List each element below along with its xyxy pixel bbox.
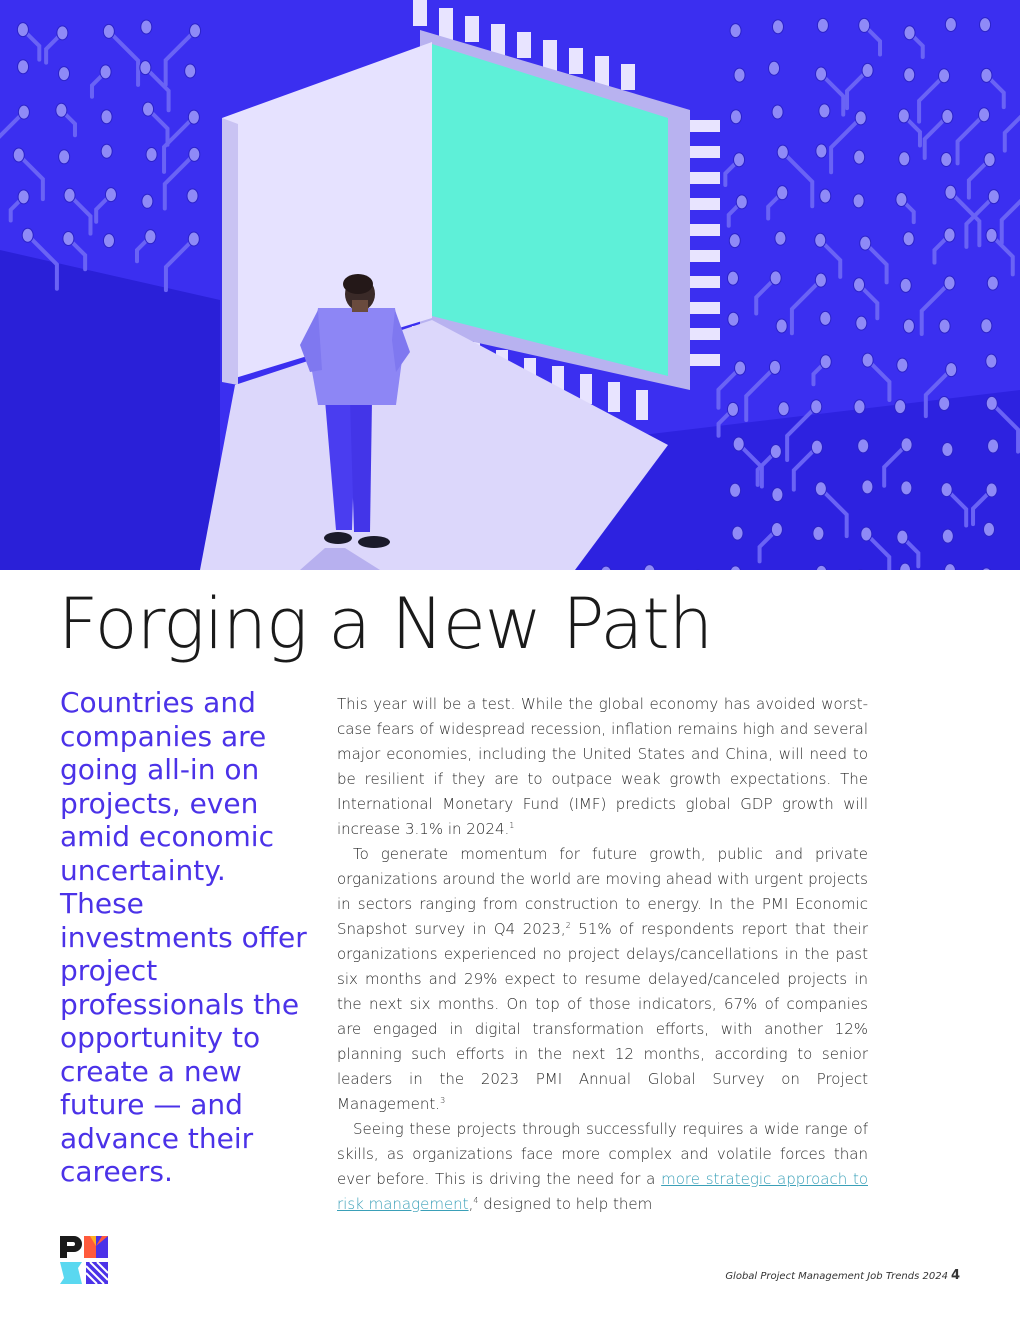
paragraph-3-text-a: Seeing these projects through successfully requires a wide range of skills, as organizations face more complex and volatile forces than ever before. This is driving the need for a [337, 1120, 868, 1188]
footnote-ref-3: 3 [440, 1096, 446, 1105]
paragraph-1-text: This year will be a test. While the global economy has avoided worst-case fears of widespread recession, inflation remains high and several major economies, including the United States and China, will need to be resilient if they are to outpace weak growth expectations. The International Monetary Fund (IMF) predicts global GDP growth will increase 3.1% in 2024. [337, 695, 868, 838]
footnote-ref-1: 1 [509, 821, 515, 830]
page-number: 4 [950, 1268, 960, 1283]
paragraph-2-text-b: 51% of respondents report that their organizations experienced no project delays/cancellations in the past six months and 29% expect to resume delayed/canceled projects in the next six months. On top of those indicators, 67% of companies are engaged in digital transformation efforts, with another 12% planning such efforts in the next 12 months, according to senior leaders in the 2023 PMI Annual Global Survey on Project Management. [337, 920, 868, 1113]
page-footer [725, 1268, 960, 1283]
report-title: Global Project Management Job Trends 2024 [725, 1271, 948, 1282]
footnote-ref-2: 2 [565, 921, 571, 930]
paragraph-3: Seeing these projects through successfully requires a wide range of skills, as organizations face more complex and volatile forces than ever before. This is driving the need for a more strategic approach to risk management,$^4$ designed to help them [337, 1120, 868, 1213]
paragraph-3-text-b: designed to help them [478, 1195, 653, 1213]
pull-quote: Countries and companies are going all-in on projects, even amid economic uncertainty. These investments offer project professionals the opportunity to create a new future — and advance their careers. [60, 686, 307, 1188]
paragraph-2 [337, 842, 868, 1117]
page-title: Forging a New Path [58, 583, 713, 665]
hero-illustration [0, 0, 1020, 570]
risk-management-link[interactable]: more strategic approach to risk management [337, 1170, 868, 1213]
article-body [337, 692, 868, 1217]
paragraph-2-text-a: To generate momentum for future growth, public and private organizations around the world are moving ahead with urgent projects in sectors ranging from construction to energy. In the PMI Economic Snapshot survey in Q4 2023, [337, 845, 868, 938]
paragraph-1 [337, 692, 868, 842]
footnote-ref-4: 4 [473, 1196, 479, 1205]
pmi-logo [60, 1236, 110, 1284]
